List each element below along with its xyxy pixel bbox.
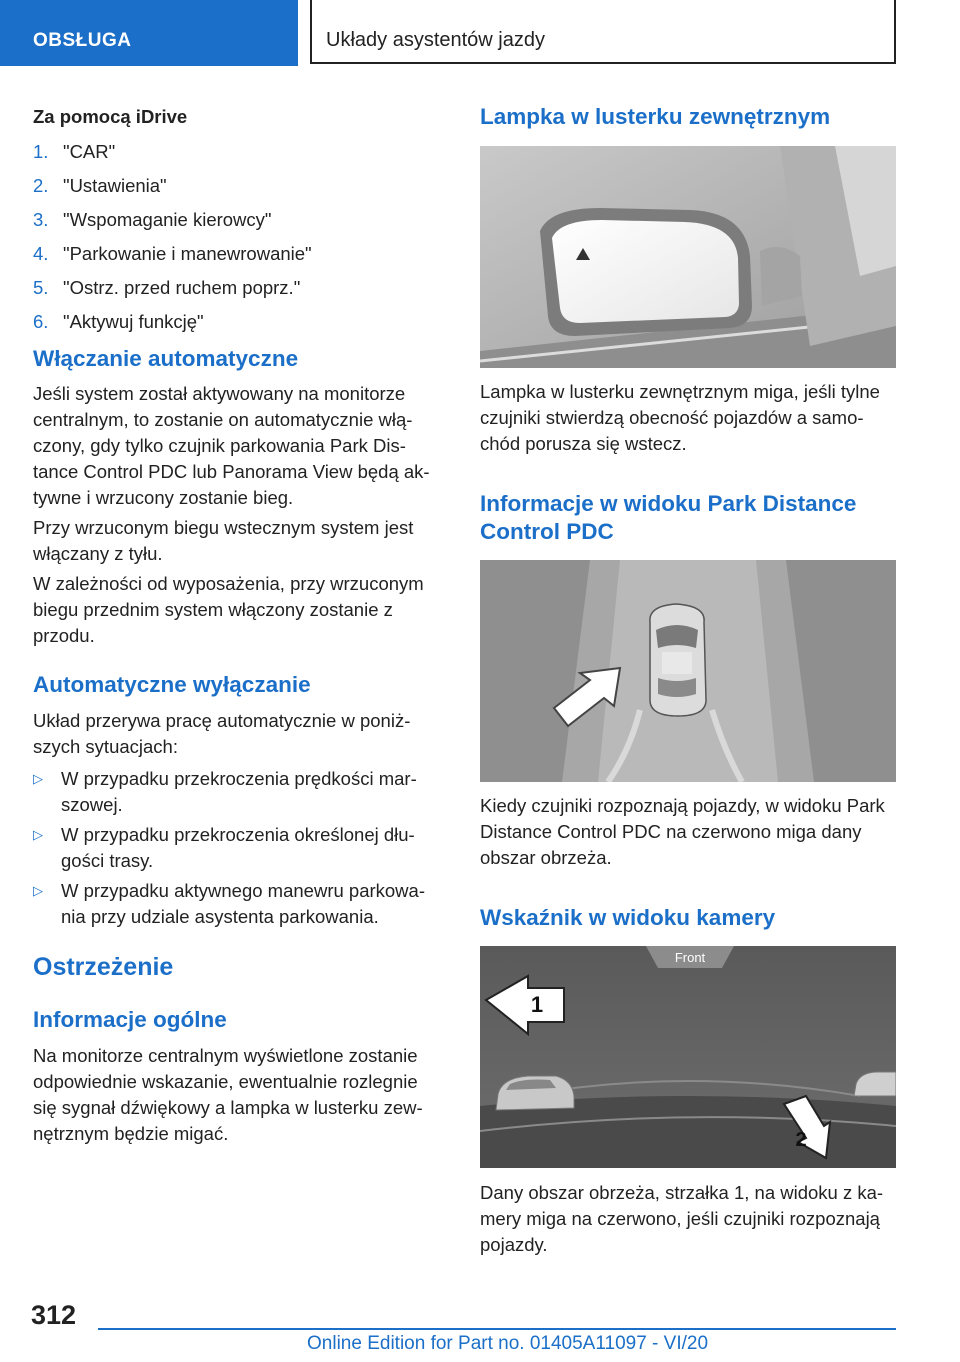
paragraph-line: W zależności od wyposażenia, przy wrzuconym bbox=[33, 573, 424, 594]
step-text: "Wspomaganie kierowcy" bbox=[63, 209, 272, 230]
paragraph-line: szych sytuacjach: bbox=[33, 736, 178, 757]
section-heading-camera: Wskaźnik w widoku kamery bbox=[480, 905, 776, 930]
paragraph-line: nętrznym będzie migać. bbox=[33, 1123, 229, 1144]
step-text: "CAR" bbox=[63, 141, 116, 162]
fig-label-front: Front bbox=[674, 950, 706, 965]
step-text: "Parkowanie i manewrowanie" bbox=[63, 243, 312, 264]
bullet-icon: ▷ bbox=[33, 771, 43, 786]
step-number: 4. bbox=[33, 243, 49, 264]
paragraph-line: tywne i wrzucony zostanie bieg. bbox=[33, 487, 294, 508]
chapter-tab bbox=[310, 0, 896, 64]
bullet-text: gości trasy. bbox=[61, 850, 154, 871]
section-tab bbox=[0, 0, 298, 66]
step-number: 2. bbox=[33, 175, 49, 196]
paragraph-line: mery miga na czerwono, jeśli czujniki rozpoznają bbox=[480, 1208, 880, 1229]
section-heading-auto-on: Włączanie automatyczne bbox=[33, 346, 299, 371]
section-heading-warning: Ostrzeżenie bbox=[33, 953, 174, 981]
bullet-text: nia przy udziale asystenta parkowania. bbox=[61, 906, 379, 927]
fig-label-1: 1 bbox=[530, 992, 544, 1017]
footer-divider bbox=[98, 1328, 896, 1330]
chapter-label: Układy asystentów jazdy bbox=[326, 29, 545, 51]
step-text: "Ustawienia" bbox=[63, 175, 167, 196]
section-heading-pdc: Informacje w widoku Park Distance bbox=[480, 491, 857, 516]
step-text: "Aktywuj funkcję" bbox=[63, 311, 204, 332]
paragraph-line: odpowiednie wskazanie, ewentualnie rozlegnie bbox=[33, 1071, 418, 1092]
paragraph-line: przodu. bbox=[33, 625, 95, 646]
camera-illustration bbox=[480, 946, 896, 1168]
step-number: 1. bbox=[33, 141, 49, 162]
pdc-illustration bbox=[480, 560, 896, 782]
paragraph-line: centralnym, to zostanie on automatycznie włą‐ bbox=[33, 409, 413, 430]
paragraph-line: czujniki stwierdzą obecność pojazdów a samo‐ bbox=[480, 407, 864, 428]
page-number: 312 bbox=[31, 1300, 77, 1330]
fig-label-2: 2 bbox=[795, 1129, 807, 1151]
paragraph-line: włączany z tyłu. bbox=[33, 543, 163, 564]
paragraph-line: czony, gdy tylko czujnik parkowania Park Dis‐ bbox=[33, 435, 406, 456]
section-heading-pdc-line2: Control PDC bbox=[480, 519, 614, 544]
step-text: "Ostrz. przed ruchem poprz." bbox=[63, 277, 301, 298]
bullet-text: W przypadku przekroczenia prędkości mar‐ bbox=[61, 768, 417, 789]
paragraph-line: obszar obrzeża. bbox=[480, 847, 612, 868]
bullet-text: W przypadku przekroczenia określonej dłu‐ bbox=[61, 824, 415, 845]
step-number: 5. bbox=[33, 277, 49, 298]
section-label: OBSŁUGA bbox=[33, 30, 132, 51]
paragraph-line: Dany obszar obrzeża, strzałka 1, na widoku z ka‐ bbox=[480, 1182, 884, 1203]
paragraph-line: Jeśli system został aktywowany na monitorze bbox=[33, 383, 406, 404]
idrive-title: Za pomocą iDrive bbox=[33, 106, 188, 127]
paragraph-line: Kiedy czujniki rozpoznają pojazdy, w widoku Park bbox=[480, 795, 885, 816]
paragraph-line: biegu przednim system włączony zostanie z bbox=[33, 599, 393, 620]
paragraph-line: tance Control PDC lub Panorama View będą ak‐ bbox=[33, 461, 430, 482]
bullet-text: W przypadku aktywnego manewru parkowa‐ bbox=[61, 880, 425, 901]
paragraph-line: pojazdy. bbox=[480, 1234, 548, 1255]
paragraph-line: Układ przerywa pracę automatycznie w poniż‐ bbox=[33, 710, 411, 731]
section-heading-mirror: Lampka w lusterku zewnętrznym bbox=[480, 104, 831, 129]
step-number: 6. bbox=[33, 311, 49, 332]
paragraph-line: chód porusza się wstecz. bbox=[480, 433, 687, 454]
paragraph-line: Przy wrzuconym biegu wstecznym system jest bbox=[33, 517, 414, 538]
bullet-text: szowej. bbox=[61, 794, 123, 815]
step-number: 3. bbox=[33, 209, 49, 230]
paragraph-line: się sygnał dźwiękowy a lampka w lusterku zew‐ bbox=[33, 1097, 423, 1118]
car-left-icon bbox=[496, 1076, 574, 1110]
bullet-icon: ▷ bbox=[33, 883, 43, 898]
subheading-general-info: Informacje ogólne bbox=[33, 1007, 227, 1032]
paragraph-line: Na monitorze centralnym wyświetlone zostanie bbox=[33, 1045, 418, 1066]
section-heading-auto-off: Automatyczne wyłączanie bbox=[33, 672, 311, 697]
paragraph-line: Distance Control PDC na czerwono miga dany bbox=[480, 821, 862, 842]
paragraph-line: Lampka w lusterku zewnętrznym miga, jeśli tylne bbox=[480, 381, 880, 402]
bullet-icon: ▷ bbox=[33, 827, 43, 842]
footer-edition: Online Edition for Part no. 01405A11097 - VI/20 bbox=[307, 1333, 709, 1354]
mirror-illustration bbox=[480, 146, 896, 368]
